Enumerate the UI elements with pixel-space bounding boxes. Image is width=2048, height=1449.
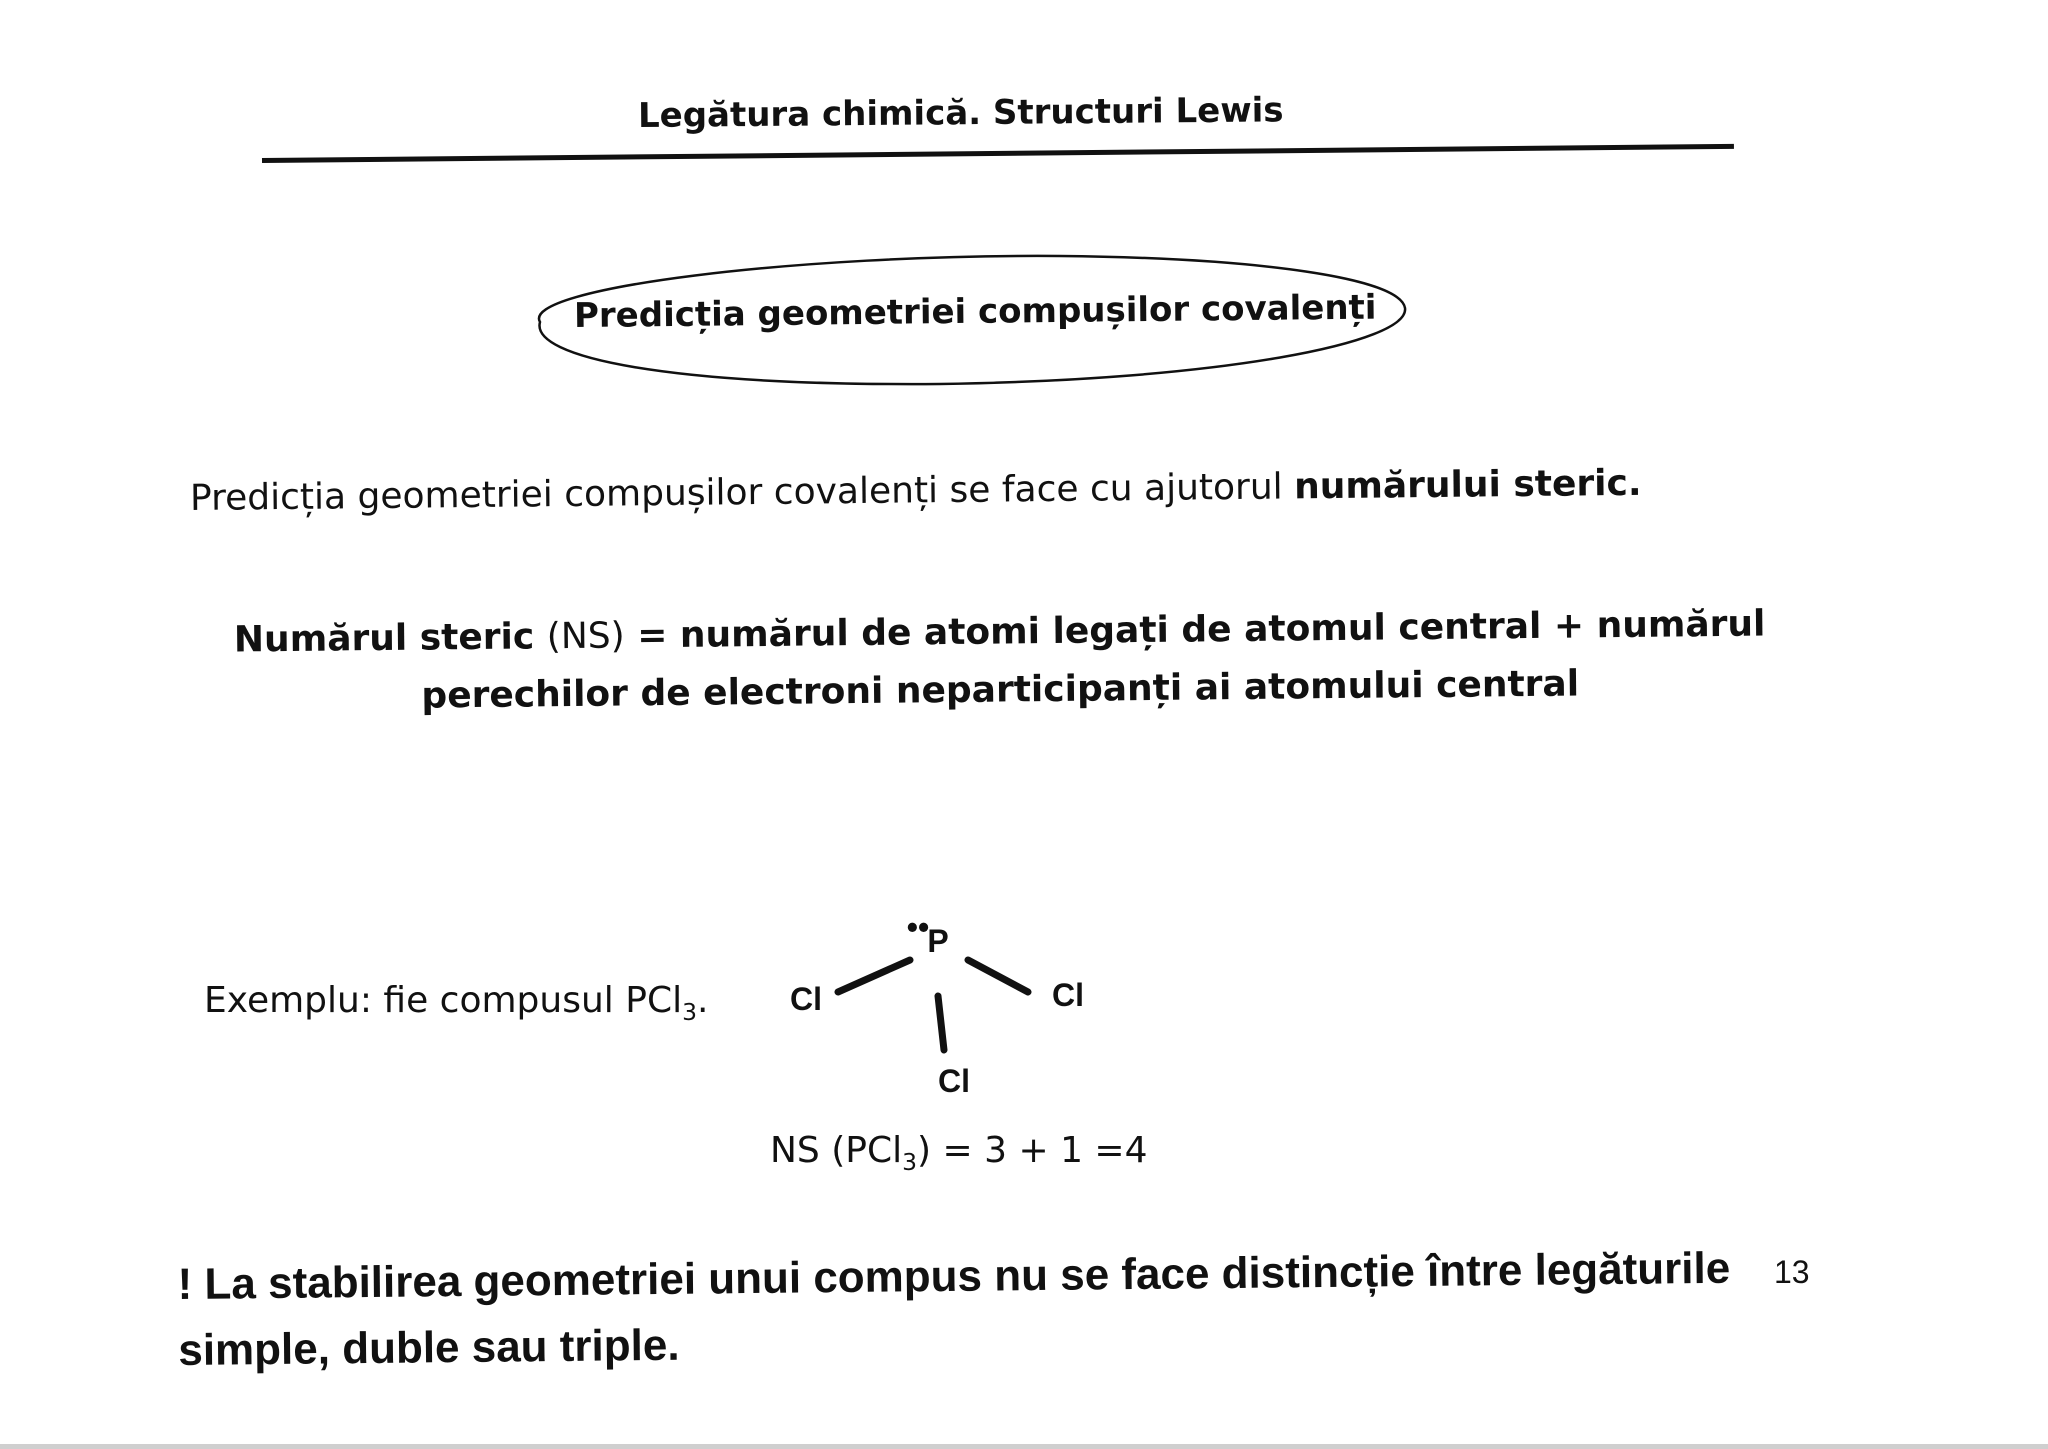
intro-emphasis: numărului steric. xyxy=(1293,462,1642,508)
geometry-note: ! La stabilirea geometriei unui compus nu se face distincție între legăturile simple, duble sau triple. xyxy=(177,1243,1731,1375)
bond-bottom xyxy=(938,996,944,1050)
bond-right xyxy=(968,960,1028,992)
ligand-left-label: Cl xyxy=(790,981,822,1017)
page-number: 13 xyxy=(1774,1254,1810,1290)
header-divider xyxy=(262,144,1734,163)
ns-suffix: ) = 3 + 1 =4 xyxy=(917,1130,1148,1171)
ligand-right-label: Cl xyxy=(1052,977,1084,1013)
definition-formula: = numărul de atomi legați de atomul central + numărul perechilor de electroni neparticipanți ai atomului central xyxy=(421,603,1766,717)
example-suffix: . xyxy=(696,980,709,1021)
steric-number-equation xyxy=(770,1130,1148,1177)
ns-prefix: NS (PCl xyxy=(770,1130,903,1171)
steric-number-definition xyxy=(189,595,1810,728)
central-atom-label: P xyxy=(927,923,949,959)
page-header-title: Legătura chimică. Structuri Lewis xyxy=(637,90,1284,136)
example-subscript: 3 xyxy=(682,998,697,1027)
intro-text: Predicția geometriei compușilor covalenți se face cu ajutorul xyxy=(189,466,1295,519)
section-title: Predicția geometriei compușilor covalenți xyxy=(573,287,1377,336)
bond-left xyxy=(838,960,910,992)
lone-pair-dots: •• xyxy=(906,909,930,945)
example-text xyxy=(204,980,709,1027)
ligand-bottom-label: Cl xyxy=(938,1063,970,1099)
scan-edge xyxy=(0,1444,2048,1449)
intro-paragraph xyxy=(190,463,1642,519)
definition-abbr: (NS) xyxy=(546,615,625,658)
example-prefix: Exemplu: fie compusul PCl xyxy=(204,980,683,1021)
definition-term: Numărul steric xyxy=(233,616,535,661)
pcl3-lewis-structure xyxy=(770,880,1110,1120)
ns-subscript: 3 xyxy=(902,1148,918,1177)
